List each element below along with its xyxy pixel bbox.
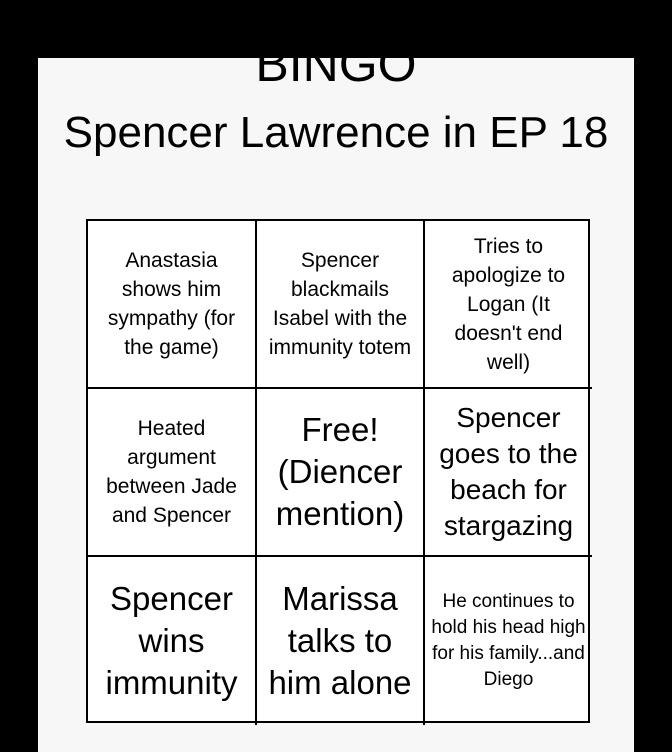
bingo-cell[interactable]: Anastasia shows him sympathy (for the game) [88, 221, 257, 389]
bingo-cell-free[interactable]: Free! (Diencer mention) [257, 389, 425, 557]
bingo-cell[interactable]: Spencer blackmails Isabel with the immunity totem [257, 221, 425, 389]
bingo-cell[interactable]: Tries to apologize to Logan (It doesn't end well) [425, 221, 592, 389]
bingo-title: BINGO [255, 36, 417, 92]
bingo-cell[interactable]: Spencer goes to the beach for stargazing [425, 389, 592, 557]
bingo-cell[interactable]: Heated argument between Jade and Spencer [88, 389, 257, 557]
bingo-cell[interactable]: He continues to hold his head high for his family...and Diego [431, 591, 586, 690]
bingo-grid [86, 219, 590, 723]
bingo-cell[interactable]: Spencer wins immunity [88, 557, 257, 725]
bingo-subtitle: Spencer Lawrence in EP 18 [63, 108, 609, 157]
bingo-cell[interactable]: Marissa talks to him alone [257, 557, 425, 725]
